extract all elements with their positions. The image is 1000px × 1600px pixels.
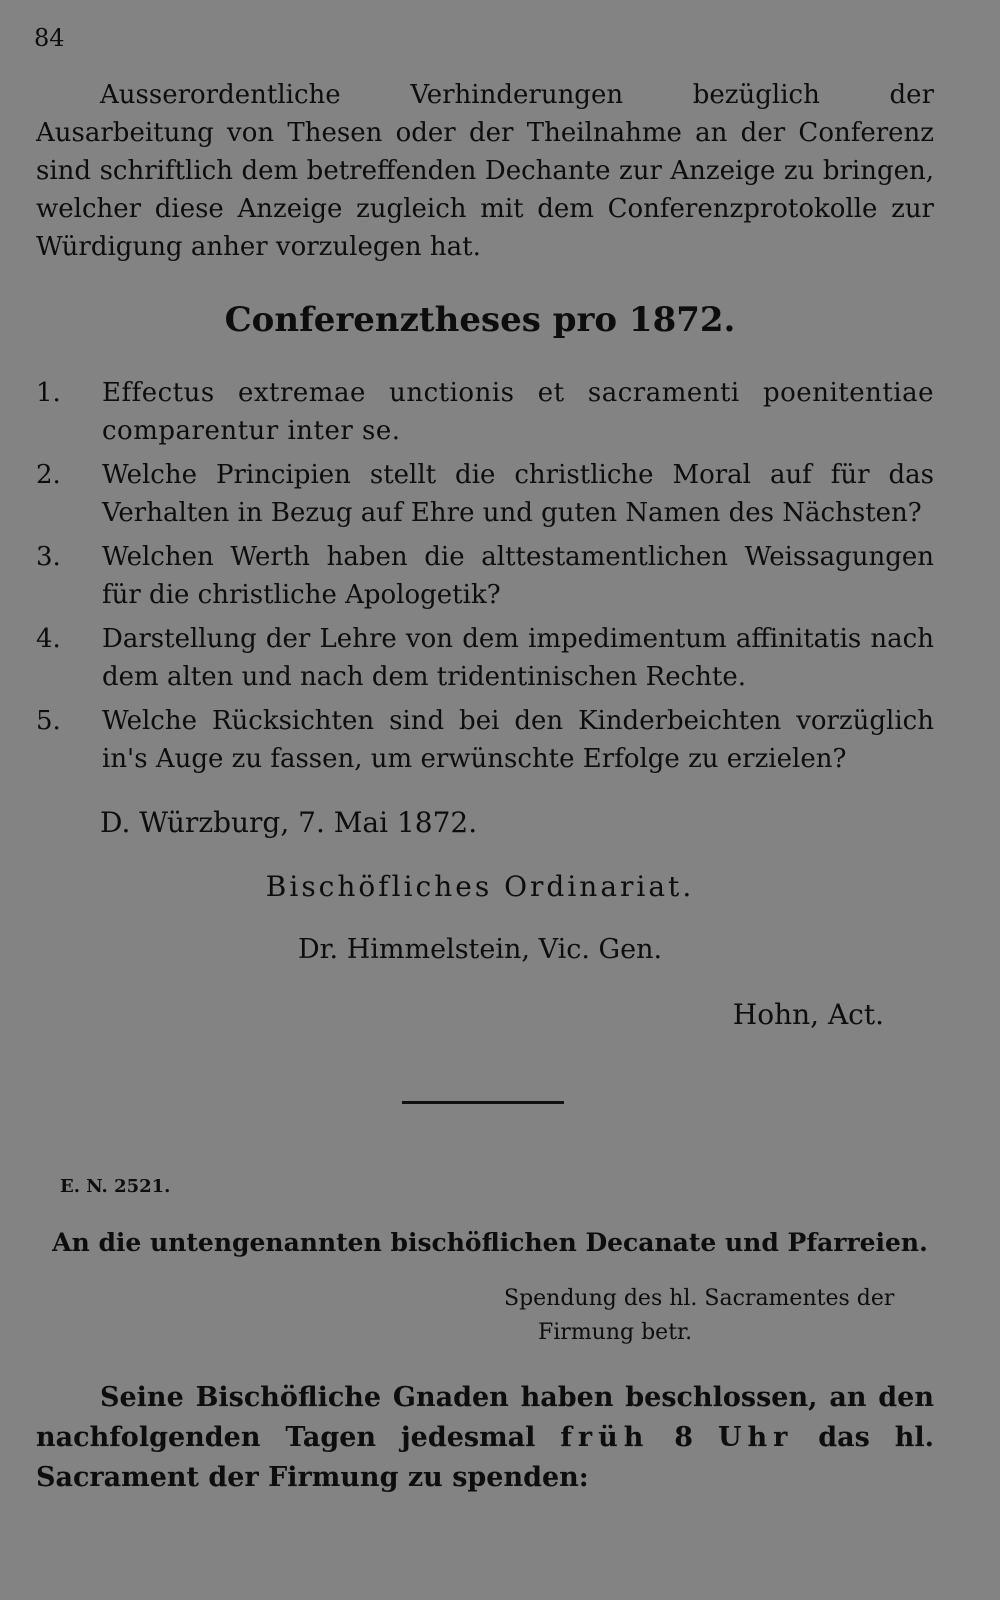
closing-text-2: 8: [649, 1422, 718, 1453]
reference-number: E. N. 2521.: [60, 1176, 171, 1197]
closing-paragraph: [36, 1378, 934, 1498]
intro-paragraph: Ausserordentliche Verhinderungen bezüglich der Ausarbeitung von Thesen oder der Theilnahme an der Conferenz sind schriftlich dem betreffenden Dechante zur Anzeige zu bringen, welcher diese Anzeige zugleich mit dem Conferenzprotokolle zur Würdigung anher vorzulegen hat.: [36, 80, 934, 262]
thesis-number: 4.: [36, 624, 61, 654]
closing-text-1: Seine Bischöfliche Gnaden haben beschlossen, an den nachfolgenden Tagen jedesmal: [36, 1382, 934, 1453]
thesis-text: Welche Principien stellt die christliche Moral auf für das Verhalten in Bezug auf Ehre und guten Namen des Nächsten?: [102, 460, 934, 528]
countersignature: Hohn, Act.: [732, 998, 884, 1031]
page-number: 84: [34, 24, 65, 52]
subject-line-1: Spendung des hl. Sacramentes der: [504, 1286, 895, 1311]
thesis-number: 2.: [36, 460, 61, 490]
thesis-number: 3.: [36, 542, 61, 572]
date-line: D. Würzburg, 7. Mai 1872.: [100, 806, 478, 839]
thesis-number: 1.: [36, 378, 61, 408]
address-line: An die untengenannten bischöflichen Decanate und Pfarreien.: [52, 1228, 928, 1257]
closing-emphasis-uhr: Uhr: [717, 1422, 794, 1453]
thesis-item: [36, 456, 934, 532]
issuing-authority: Bischöfliches Ordinariat.: [265, 870, 695, 903]
section-divider: [402, 1101, 564, 1104]
thesis-text: Darstellung der Lehre von dem impedimentum affinitatis nach dem alten und nach dem tridentinischen Rechte.: [102, 624, 934, 692]
closing-emphasis-frueh: früh: [560, 1422, 650, 1453]
thesis-item: [36, 538, 934, 614]
section-heading: Conferenztheses pro 1872.: [224, 300, 736, 340]
thesis-item: [36, 620, 934, 696]
thesis-number: 5.: [36, 706, 61, 736]
thesis-text: Welche Rücksichten sind bei den Kinderbeichten vorzüglich in's Auge zu fassen, um erwünschte Erfolge zu erzielen?: [102, 706, 934, 774]
thesis-item: [36, 702, 934, 778]
theses-list: [36, 374, 934, 784]
thesis-text: Effectus extremae unctionis et sacramenti poenitentiae comparentur inter se.: [102, 378, 934, 446]
subject-note: [504, 1282, 934, 1350]
closing-text-3: das hl. Sacrament der Firmung zu spenden:: [36, 1422, 934, 1493]
thesis-text: Welchen Werth haben die alttestamentlichen Weissagungen für die christliche Apologetik?: [102, 542, 934, 610]
subject-line-2: Firmung betr.: [538, 1320, 693, 1345]
signatory: Dr. Himmelstein, Vic. Gen.: [297, 934, 663, 965]
thesis-item: [36, 374, 934, 450]
